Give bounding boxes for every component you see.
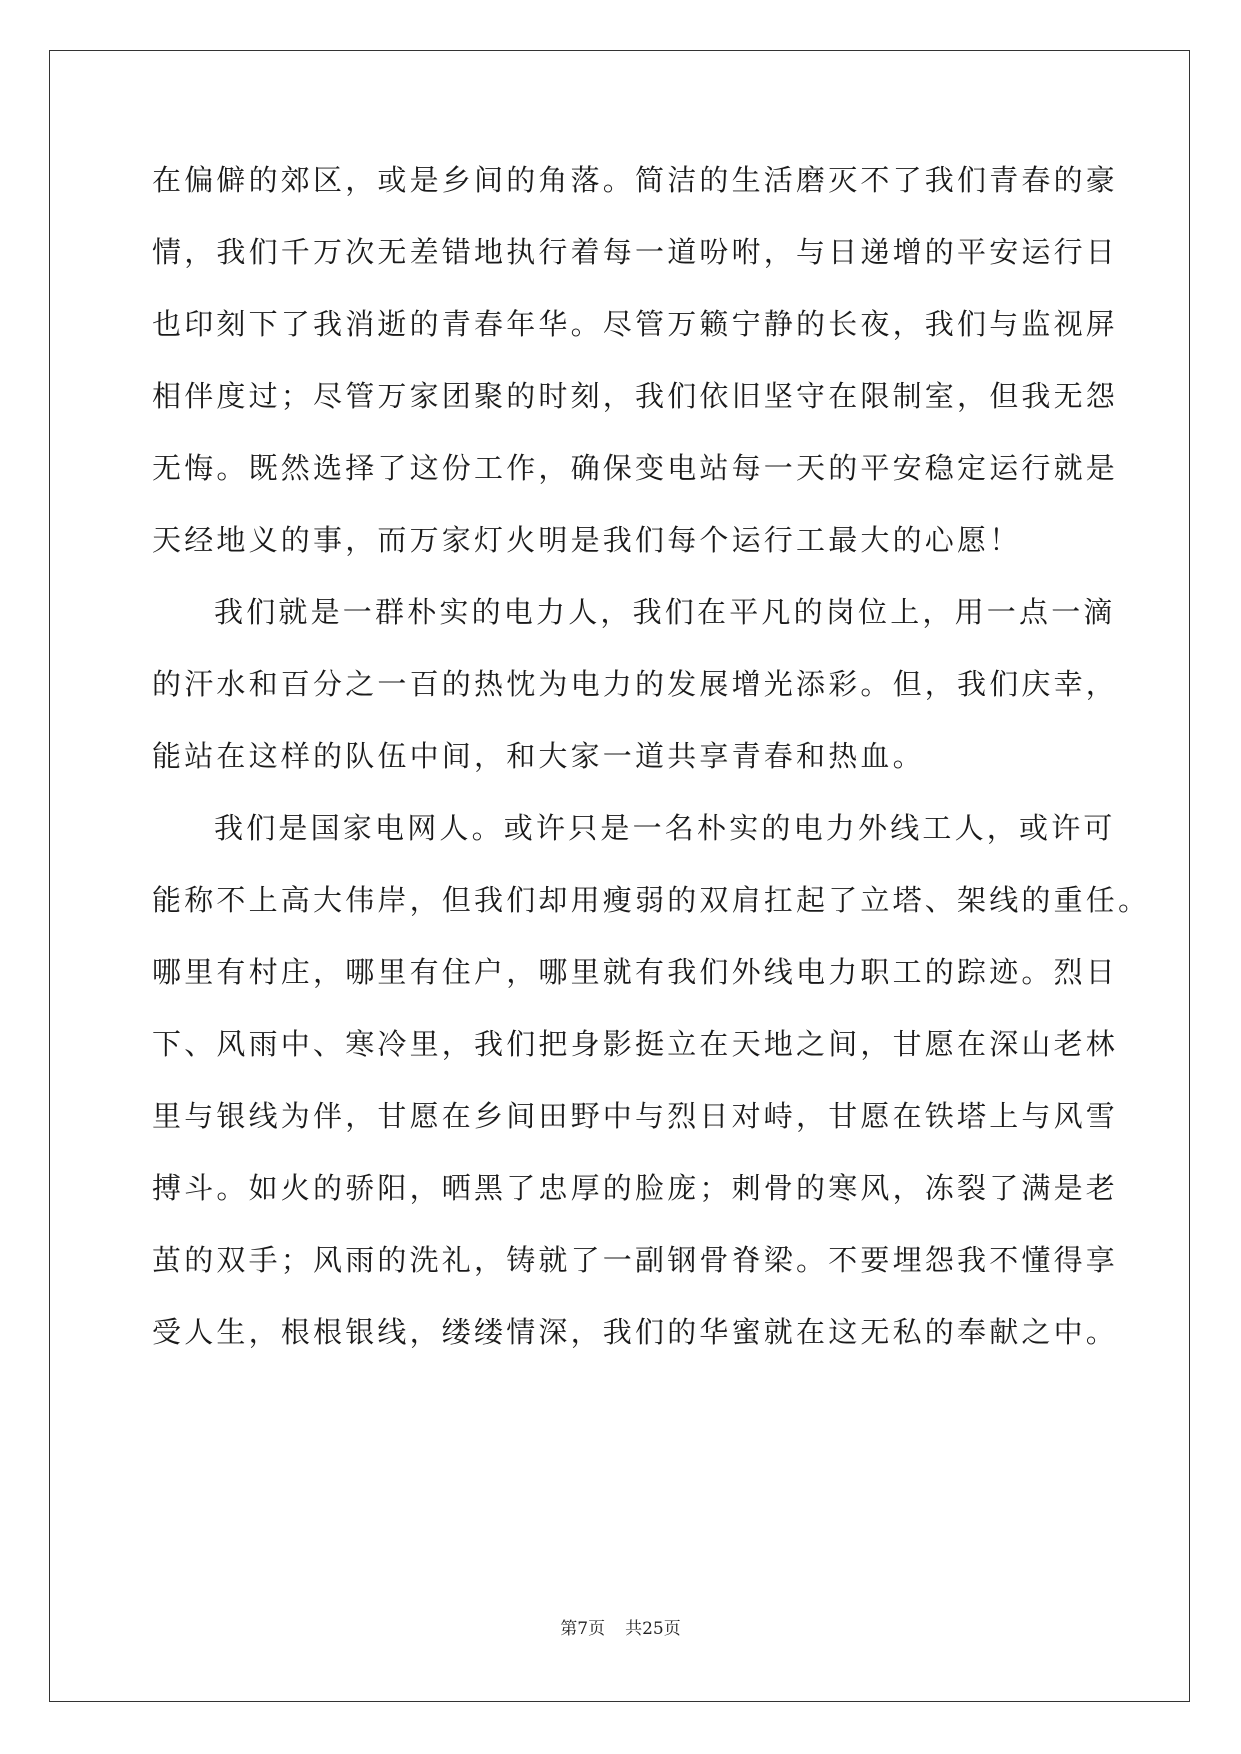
page-border (49, 50, 1190, 1702)
text-line: 能站在这样的队伍中间，和大家一道共享青春和热血。 (152, 739, 925, 773)
text-line: 也印刻下了我消逝的青春年华。尽管万籁宁静的长夜，我们与监视屏 (152, 307, 1119, 341)
text-line: 搏斗。如火的骄阳，晒黑了忠厚的脸庞；刺骨的寒风，冻裂了满是老 (152, 1171, 1119, 1205)
text-line: 能称不上高大伟岸，但我们却用瘦弱的双肩扛起了立塔、架线的重任。 (152, 883, 1151, 917)
text-line: 受人生，根根银线，缕缕情深，我们的华蜜就在这无私的奉献之中。 (152, 1315, 1119, 1349)
text-line: 情，我们千万次无差错地执行着每一道吩咐，与日递增的平安运行日 (152, 235, 1119, 269)
text-line: 相伴度过；尽管万家团聚的时刻，我们依旧坚守在限制室，但我无怨 (152, 379, 1119, 413)
text-line: 下、风雨中、寒冷里，我们把身影挺立在天地之间，甘愿在深山老林 (152, 1027, 1119, 1061)
text-line: 茧的双手；风雨的洗礼，铸就了一副钢骨脊梁。不要埋怨我不懂得享 (152, 1243, 1119, 1277)
page-total: 共25页 (625, 1619, 681, 1639)
text-line: 的汗水和百分之一百的热忱为电力的发展增光添彩。但，我们庆幸， (152, 667, 1119, 701)
text-line: 哪里有村庄，哪里有住户，哪里就有我们外线电力职工的踪迹。烈日 (152, 955, 1119, 989)
paragraph-first-line: 我们是国家电网人。或许只是一名朴实的电力外线工人，或许可 (214, 811, 1116, 845)
text-line: 在偏僻的郊区，或是乡间的角落。简洁的生活磨灭不了我们青春的豪 (152, 163, 1119, 197)
page-number: 第7页 (560, 1619, 606, 1639)
text-line: 里与银线为伴，甘愿在乡间田野中与烈日对峙，甘愿在铁塔上与风雪 (152, 1099, 1119, 1133)
text-line: 无悔。既然选择了这份工作，确保变电站每一天的平安稳定运行就是 (152, 451, 1119, 485)
page-footer (0, 1618, 1241, 1640)
paragraph-first-line: 我们就是一群朴实的电力人，我们在平凡的岗位上，用一点一滴 (214, 595, 1116, 629)
text-line: 天经地义的事，而万家灯火明是我们每个运行工最大的心愿！ (152, 523, 1022, 557)
